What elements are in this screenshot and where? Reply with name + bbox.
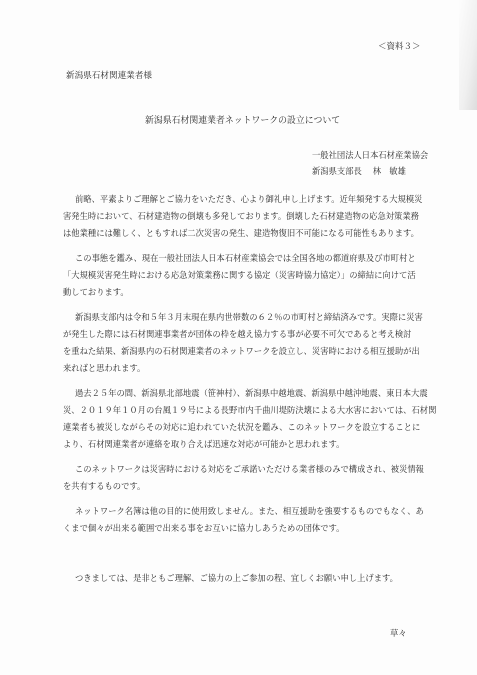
body-line: ネットワーク名簿は他の目的に使用致しません。また、相互援助を強要するものでもなく、あ	[75, 506, 424, 516]
body-line: つきましては、是非ともご理解、ご協力の上ご参加の程、宜しくお願い申し上げます。	[75, 573, 398, 583]
body-line: を共有するものです。	[63, 481, 146, 491]
closing-mark: 草々	[390, 628, 407, 638]
scan-shadow	[459, 0, 477, 110]
body-line: 前略、平素よりご理解とご協力をいただき、心より御礼申し上げます。近年頻発する大規模災	[75, 194, 423, 204]
body-line: を重ねた結果、新潟県内の石材関連業者のネットワークを設立し、災害時における相互援助が出	[63, 346, 420, 356]
body-line: このネットワークは災害時における対応をご承諾いただける業者様のみで構成され、被災情報	[75, 464, 424, 474]
body-line: この事態を鑑み、現在一般社団法人日本石材産業協会では全国各地の都道府県及び市町村と	[75, 253, 416, 263]
body-line: 「大規模災害発生時における応急対策業務に関する協定（災害時協力協定）」の締結に向けて活	[63, 270, 416, 280]
body-line: 動しております。	[63, 287, 129, 297]
body-line: 過去２５年の間、新潟県北部地震（笹神村）、新潟県中越地震、新潟県中越沖地震、東日本大震	[75, 388, 428, 398]
signatory: 新潟県支部長 林 敏雄	[312, 166, 406, 176]
reference-label: ＜資料３＞	[378, 42, 421, 52]
body-line: 連業者も被災しながらその対応に追われていた状況を鑑み、このネットワークを設立することに	[63, 422, 421, 432]
body-line: は他業種には難しく、ともすれば二次災害の発生、建造物復旧不可能になる可能性もあります。	[63, 228, 419, 238]
body-line: 来ればと思われます。	[63, 363, 146, 373]
body-line: が発生した際には石材関連事業者が団体の枠を越え協力する事が必要不可欠であると考え検討	[63, 329, 412, 339]
body-line: より、石材関連業者が連絡を取り合えば迅速な対応が可能かと思われます。	[63, 439, 345, 449]
body-line: くまで個々が出来る範囲で出来る事をお互いに協力しあうための団体です。	[63, 523, 345, 533]
addressee: 新潟県石材関連業者様	[66, 71, 152, 81]
body-line: 災、２０１９年１０月の台風１９号による長野市内千曲川堤防決壊による大水害においては、石材関	[63, 405, 437, 415]
body-line: 新潟県支部内は令和５年３月末現在県内世帯数の６２％の市町村と締結済みです。実際に災害	[75, 312, 423, 322]
document-title: 新潟県石材関連業者ネットワークの設立について	[145, 116, 341, 126]
body-line: 害発生時において、石材建造物の倒壊も多発しております。倒壊した石材建造物の応急対策業務	[63, 211, 419, 221]
organization-name: 一般社団法人日本石材産業協会	[312, 150, 429, 160]
